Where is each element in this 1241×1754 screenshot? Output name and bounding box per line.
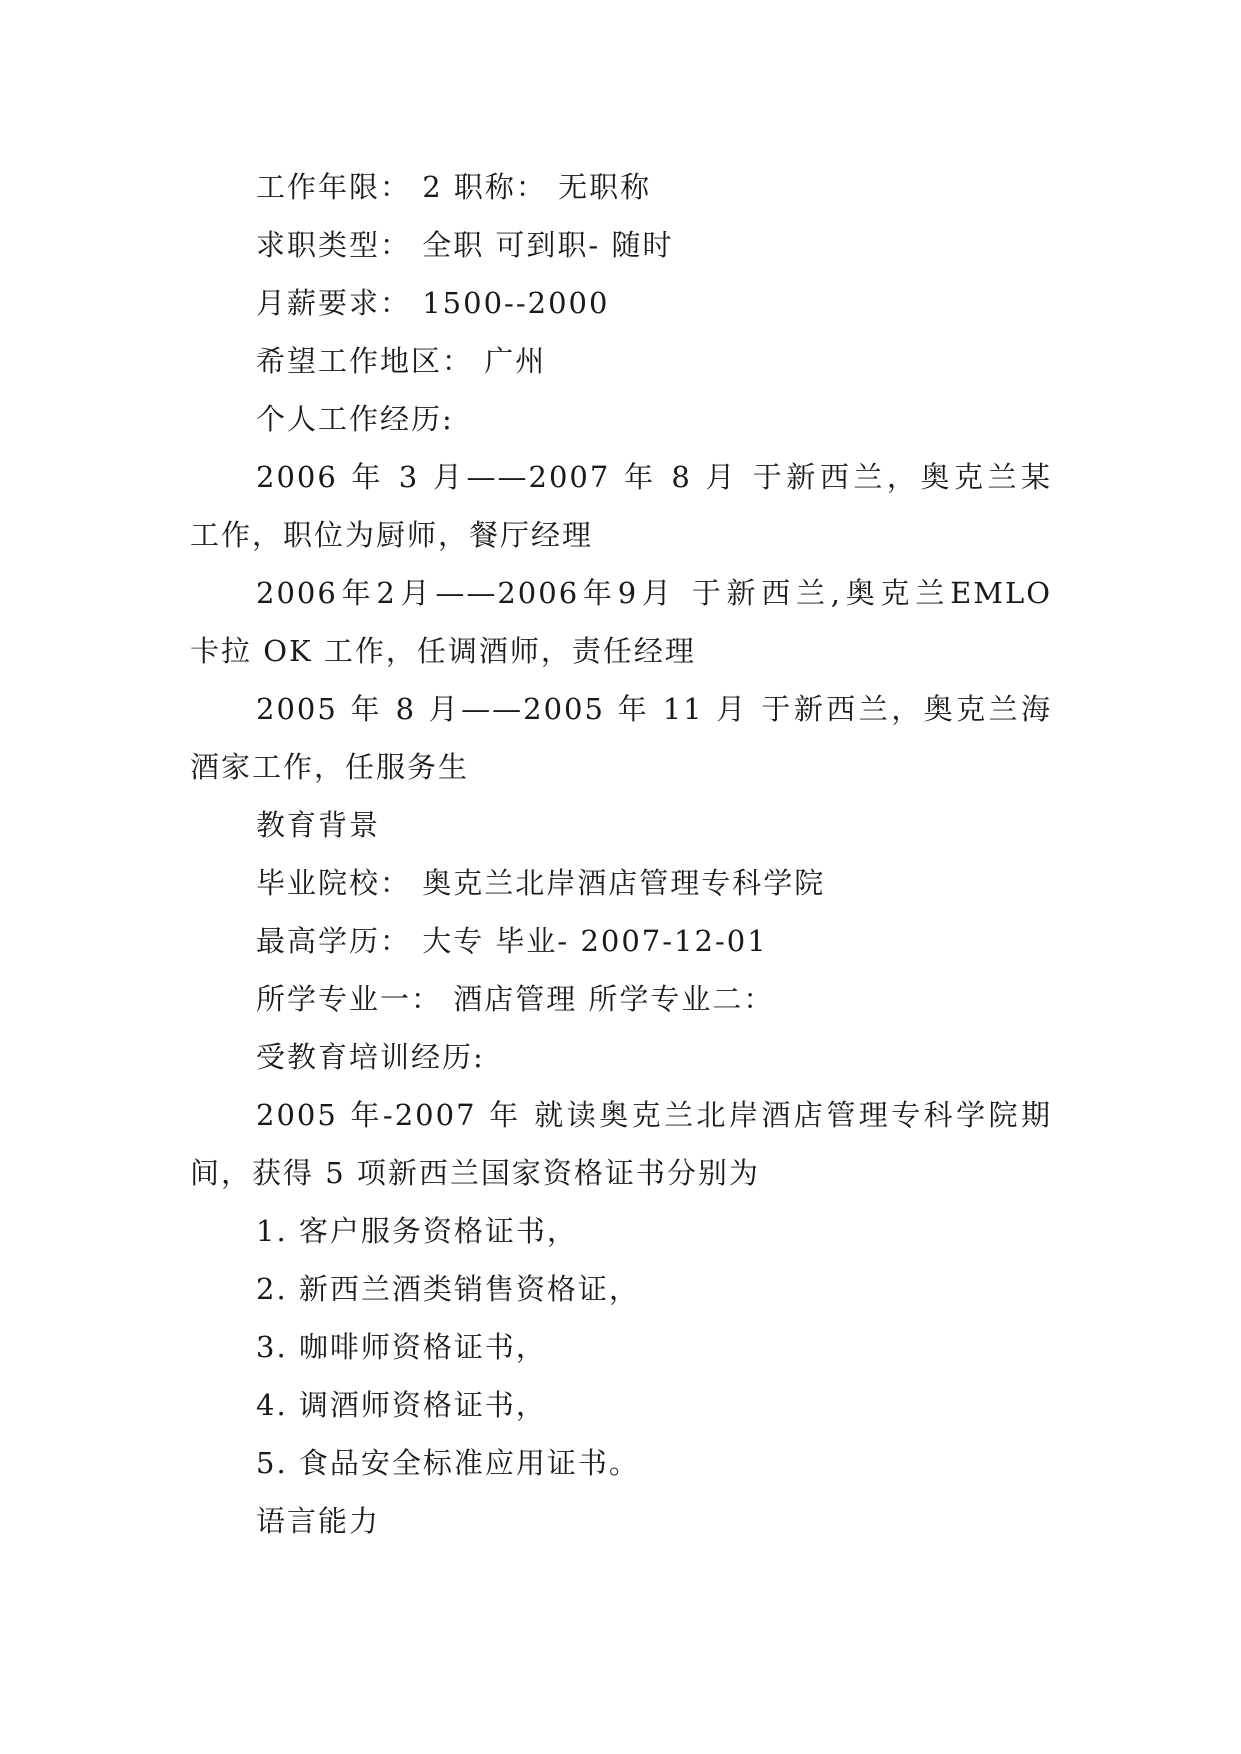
work-years-line: 工作年限： 2 职称： 无职称	[256, 170, 652, 204]
job-type-line: 求职类型： 全职 可到职- 随时	[256, 228, 674, 262]
experience-2-line-2: 卡拉 OK 工作，任调酒师，责任经理	[190, 634, 696, 668]
experience-entry-3	[190, 680, 1052, 796]
experience-heading: 个人工作经历:	[256, 402, 454, 436]
experience-1-line-1: 2006 年 3 月——2007 年 8 月 于新西兰，奥克兰某	[256, 460, 1052, 494]
experience-entry-1	[190, 448, 1052, 564]
experience-1-line-2: 工作，职位为厨师，餐厅经理	[190, 518, 594, 552]
education-heading: 教育背景	[256, 808, 381, 842]
location-line: 希望工作地区： 广州	[256, 344, 547, 378]
experience-3-line-1: 2005 年 8 月——2005 年 11 月 于新西兰，奥克兰海	[256, 692, 1052, 726]
language-heading: 语言能力	[256, 1504, 381, 1538]
training-line-2: 间，获得 5 项新西兰国家资格证书分别为	[190, 1156, 760, 1190]
certificate-item-5: 5. 食品安全标准应用证书。	[256, 1446, 640, 1480]
major-line: 所学专业一： 酒店管理 所学专业二：	[256, 982, 775, 1016]
salary-line: 月薪要求： 1500--2000	[256, 286, 610, 320]
training-paragraph	[190, 1086, 1052, 1202]
experience-2-line-1: 2006年2月——2006年9月 于新西兰,奥克兰EMLO	[256, 576, 1052, 610]
training-heading: 受教育培训经历:	[256, 1040, 485, 1074]
degree-line: 最高学历： 大专 毕业- 2007-12-01	[256, 924, 768, 958]
certificate-item-1: 1. 客户服务资格证书，	[256, 1214, 578, 1248]
experience-entry-2	[190, 564, 1052, 680]
certificate-item-3: 3. 咖啡师资格证书，	[256, 1330, 547, 1364]
training-line-1: 2005 年-2007 年 就读奥克兰北岸酒店管理专科学院期	[256, 1098, 1052, 1132]
certificate-item-4: 4. 调酒师资格证书，	[256, 1388, 547, 1422]
document-page	[190, 158, 1052, 1550]
school-line: 毕业院校： 奥克兰北岸酒店管理专科学院	[256, 866, 826, 900]
certificate-item-2: 2. 新西兰酒类销售资格证，	[256, 1272, 640, 1306]
experience-3-line-2: 酒家工作，任服务生	[190, 750, 470, 784]
